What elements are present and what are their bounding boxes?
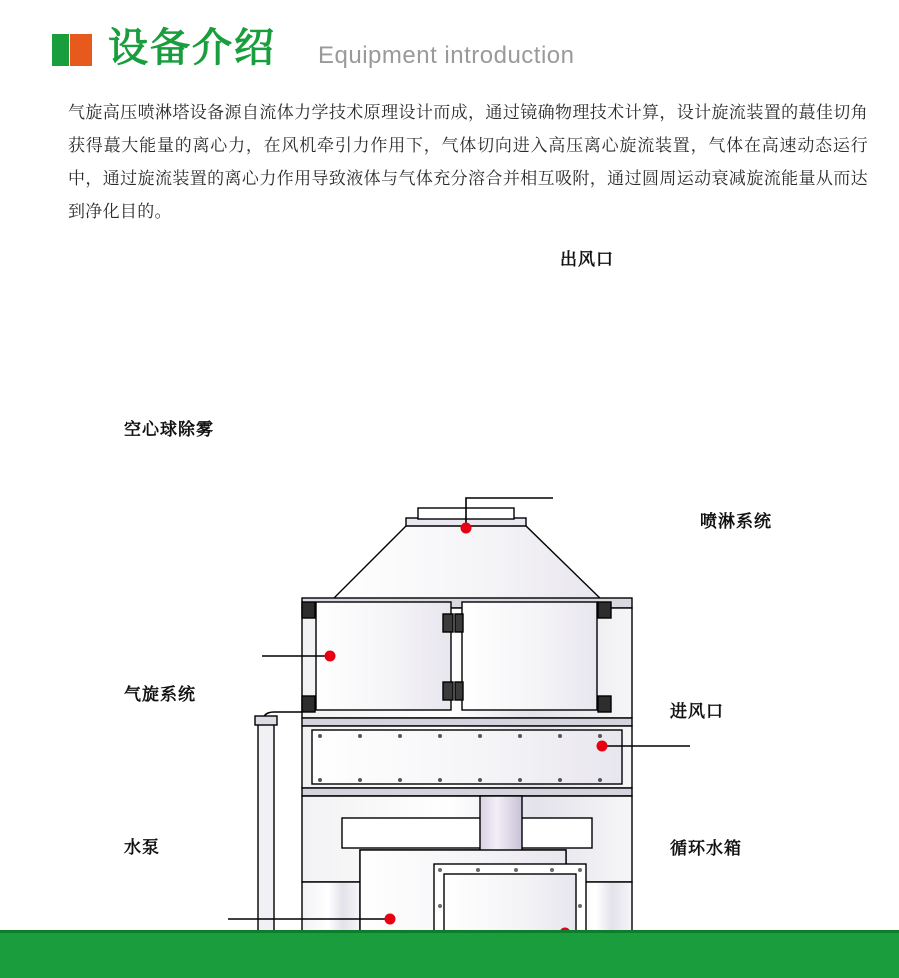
- spray-top-rail: [302, 718, 632, 726]
- marker-demister: [325, 651, 336, 662]
- demister-door-right: [462, 602, 597, 710]
- page-title: 设备介绍: [108, 26, 276, 70]
- demister-door-left: [316, 602, 451, 710]
- demister-latch-4: [455, 682, 463, 700]
- corner-bracket-br: [598, 696, 611, 712]
- pipe-collar: [255, 716, 277, 725]
- callout-label-cyclone: 气旋系统: [124, 685, 196, 704]
- callout-label-pump: 水泵: [124, 838, 160, 857]
- callout-label-inlet: 进风口: [670, 702, 724, 721]
- page-header: [0, 0, 899, 92]
- callout-label-tank: 循环水箱: [670, 839, 742, 858]
- spray-panel: [312, 730, 622, 784]
- spray-bottom-rail: [302, 788, 632, 796]
- brand-mark-icon: [52, 34, 92, 66]
- marker-cyclone: [385, 914, 396, 925]
- cyclone-inner-plate: [342, 818, 592, 848]
- corner-bracket-tr: [598, 602, 611, 618]
- demister-latch-2: [443, 682, 453, 700]
- intro-paragraph: 气旋高压喷淋塔设备源自流体力学技术原理设计而成，通过镜确物理技术计算，设计旋流装置的蕞佳切角获得蕞大能量的离心力，在风机牵引力作用下，气体切向进入高压离心旋流装置，气体在高速动态运行中，通过旋流装置的离心力作用导致液体与气体充分溶合并相互吸附，通过圆周运动衰减旋流能量从而达到净化目的。: [68, 103, 868, 221]
- footer-bar: [0, 930, 899, 978]
- demister-latch-1: [443, 614, 453, 632]
- footer-bar-edge: [0, 930, 899, 933]
- corner-bracket-tl: [302, 602, 315, 618]
- riser-pipe: [255, 712, 302, 930]
- callout-label-spray: 喷淋系统: [700, 512, 772, 531]
- callout-label-demister: 空心球除雾: [124, 420, 214, 439]
- callout-label-outlet: 出风口: [560, 250, 614, 269]
- brand-square-orange-icon: [70, 34, 92, 66]
- tower-hood: [330, 526, 604, 602]
- brand-square-green-icon: [52, 34, 69, 66]
- marker-outlet: [461, 523, 472, 534]
- pipe-vertical: [258, 718, 274, 930]
- inlet-opening: [444, 874, 576, 930]
- tower-structure: [302, 508, 632, 930]
- marker-spray: [597, 741, 608, 752]
- page-subtitle: Equipment introduction: [318, 42, 575, 69]
- corner-bracket-bl: [302, 696, 315, 712]
- demister-latch-3: [455, 614, 463, 632]
- equipment-diagram: [0, 230, 899, 930]
- cyclone-left-wall: [302, 882, 360, 930]
